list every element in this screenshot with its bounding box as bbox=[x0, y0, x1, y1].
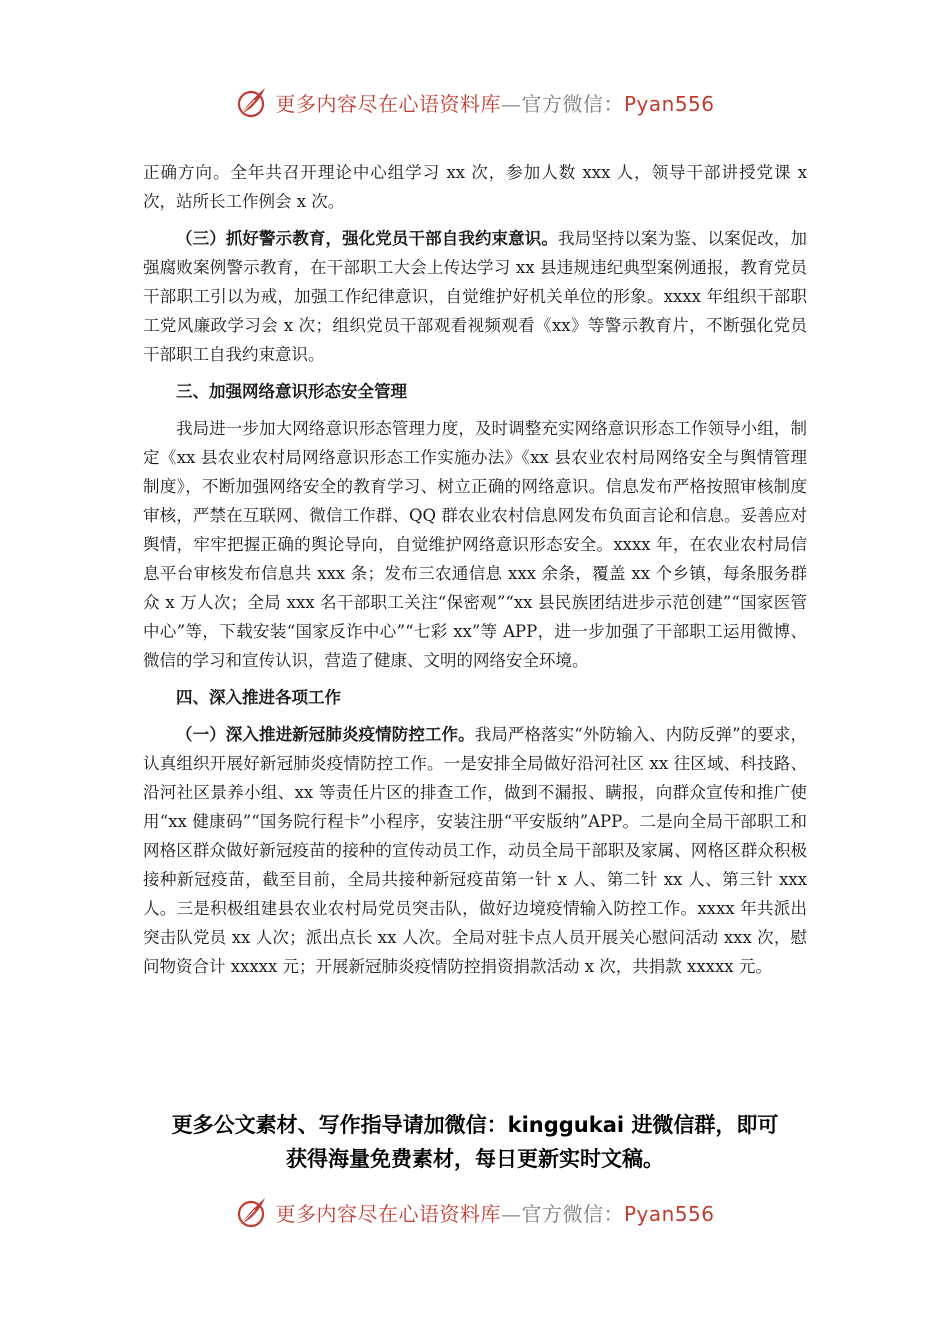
footer-banner-title: 更多内容尽在心语资料库 bbox=[275, 1201, 501, 1226]
paragraph-epidemic-control bbox=[143, 720, 807, 981]
paragraph-warning-text: 我局坚持以案为鉴、以案促改，加强腐败案例警示教育，在干部职工大会上传达学习 xx 县违规违纪典型案例通报，教育党员干部职工引以为戒，加强工作纪律意识，自觉维护好机关单位的形象。xxxx 年组织干部职工党风廉政学习会 x 次；组织党员干部观看视频观看《xx》等警示教育片，不断强化党员干部职工自我约束意识。 bbox=[143, 229, 808, 364]
header-banner bbox=[0, 82, 950, 122]
promo-line-2: 获得海量免费素材，每日更新实时文稿。 bbox=[286, 1147, 664, 1171]
footer-banner-text bbox=[275, 1198, 714, 1227]
subheading-warning-education: （三）抓好警示教育，强化党员干部自我约束意识。 bbox=[176, 229, 558, 248]
banner-text bbox=[275, 88, 714, 117]
banner-title: 更多内容尽在心语资料库 bbox=[275, 91, 501, 116]
banner-separator: — bbox=[500, 91, 522, 116]
paragraph-epidemic-text: 我局严格落实“外防输入、内防反弹”的要求，认真组织开展好新冠肺炎疫情防控工作。一是安排全局做好沿河社区 xx 往区域、科技路、沿河社区景养小组、xx 等责任片区的排查工作，做到不漏报、瞒报，向群众宣传和推广使用“xx 健康码”“国务院行程卡”小程序，安装注册“平安版纳”APP。二是向全局干部职工和网格区群众做好新冠疫苗的接种的宣传动员工作，动员全局干部职及家属、网格区群众积极接种新冠疫苗，截至目前，全局共接种新冠疫苗第一针 x 人、第二针 xx 人、第三针 xxx 人。三是积极组建县农业农村局党员突击队，做好边境疫情输入防控工作。xxxx 年共派出突击队党员 xx 人次；派出点长 xx 人次。全局对驻卡点人员开展关心慰问活动 xxx 次，慰问物资合计 xxxxx 元；开展新冠肺炎疫情防控捐资捐款活动 x 次，共捐款 xxxxx 元。 bbox=[143, 725, 807, 976]
paragraph-continuation: 正确方向。全年共召开理论中心组学习 xx 次，参加人数 xxx 人，领导干部讲授党课 x 次，站所长工作例会 x 次。 bbox=[143, 163, 807, 211]
section-heading-network: 三、加强网络意识形态安全管理 bbox=[176, 382, 407, 401]
footer-banner bbox=[0, 1192, 950, 1232]
paragraph-warning-education bbox=[143, 224, 807, 369]
footer-banner-separator: — bbox=[500, 1201, 522, 1226]
section-heading-work: 四、深入推进各项工作 bbox=[176, 688, 341, 707]
quill-logo-icon bbox=[235, 1194, 271, 1230]
quill-logo-icon bbox=[235, 84, 271, 120]
paragraph-network-security: 我局进一步加大网络意识形态管理力度，及时调整充实网络意识形态工作领导小组，制定《xx 县农业农村局网络意识形态工作实施办法》《xx 县农业农村局网络安全与舆情管理制度》，不断加强网络安全的教育学习、树立正确的网络意识。信息发布严格按照审核制度审核，严禁在互联网、微信工作群、QQ 群农业农村信息网发布负面言论和信息。妥善应对舆情，牢牢把握正确的舆论导向，自觉维护网络意识形态安全。xxxx 年，在农业农村局信息平台审核发布信息共 xxx 条；发布三农通信息 xxx 余条，覆盖 xx 个乡镇，每条服务群众 x 万人次；全局 xxx 名干部职工关注“保密观”“xx 县民族团结进步示范创建”“国家医管中心”等，下载安装“国家反诈中心”“七彩 xx”等 APP，进一步加强了干部职工运用微博、微信的学习和宣传认识，营造了健康、文明的网络安全环境。 bbox=[143, 419, 807, 670]
footer-banner-wechat-id: Pyan556 bbox=[623, 1201, 715, 1226]
footer-banner-official-label: 官方微信： bbox=[521, 1201, 624, 1226]
document-body bbox=[143, 158, 807, 981]
banner-official-label: 官方微信： bbox=[521, 91, 624, 116]
promo-notice bbox=[130, 1108, 820, 1176]
promo-line-1: 更多公文素材、写作指导请加微信：kinggukai 进微信群，即可 bbox=[171, 1113, 779, 1137]
subheading-epidemic-control: （一）深入推进新冠肺炎疫情防控工作。 bbox=[176, 725, 475, 744]
banner-wechat-id: Pyan556 bbox=[623, 91, 715, 116]
